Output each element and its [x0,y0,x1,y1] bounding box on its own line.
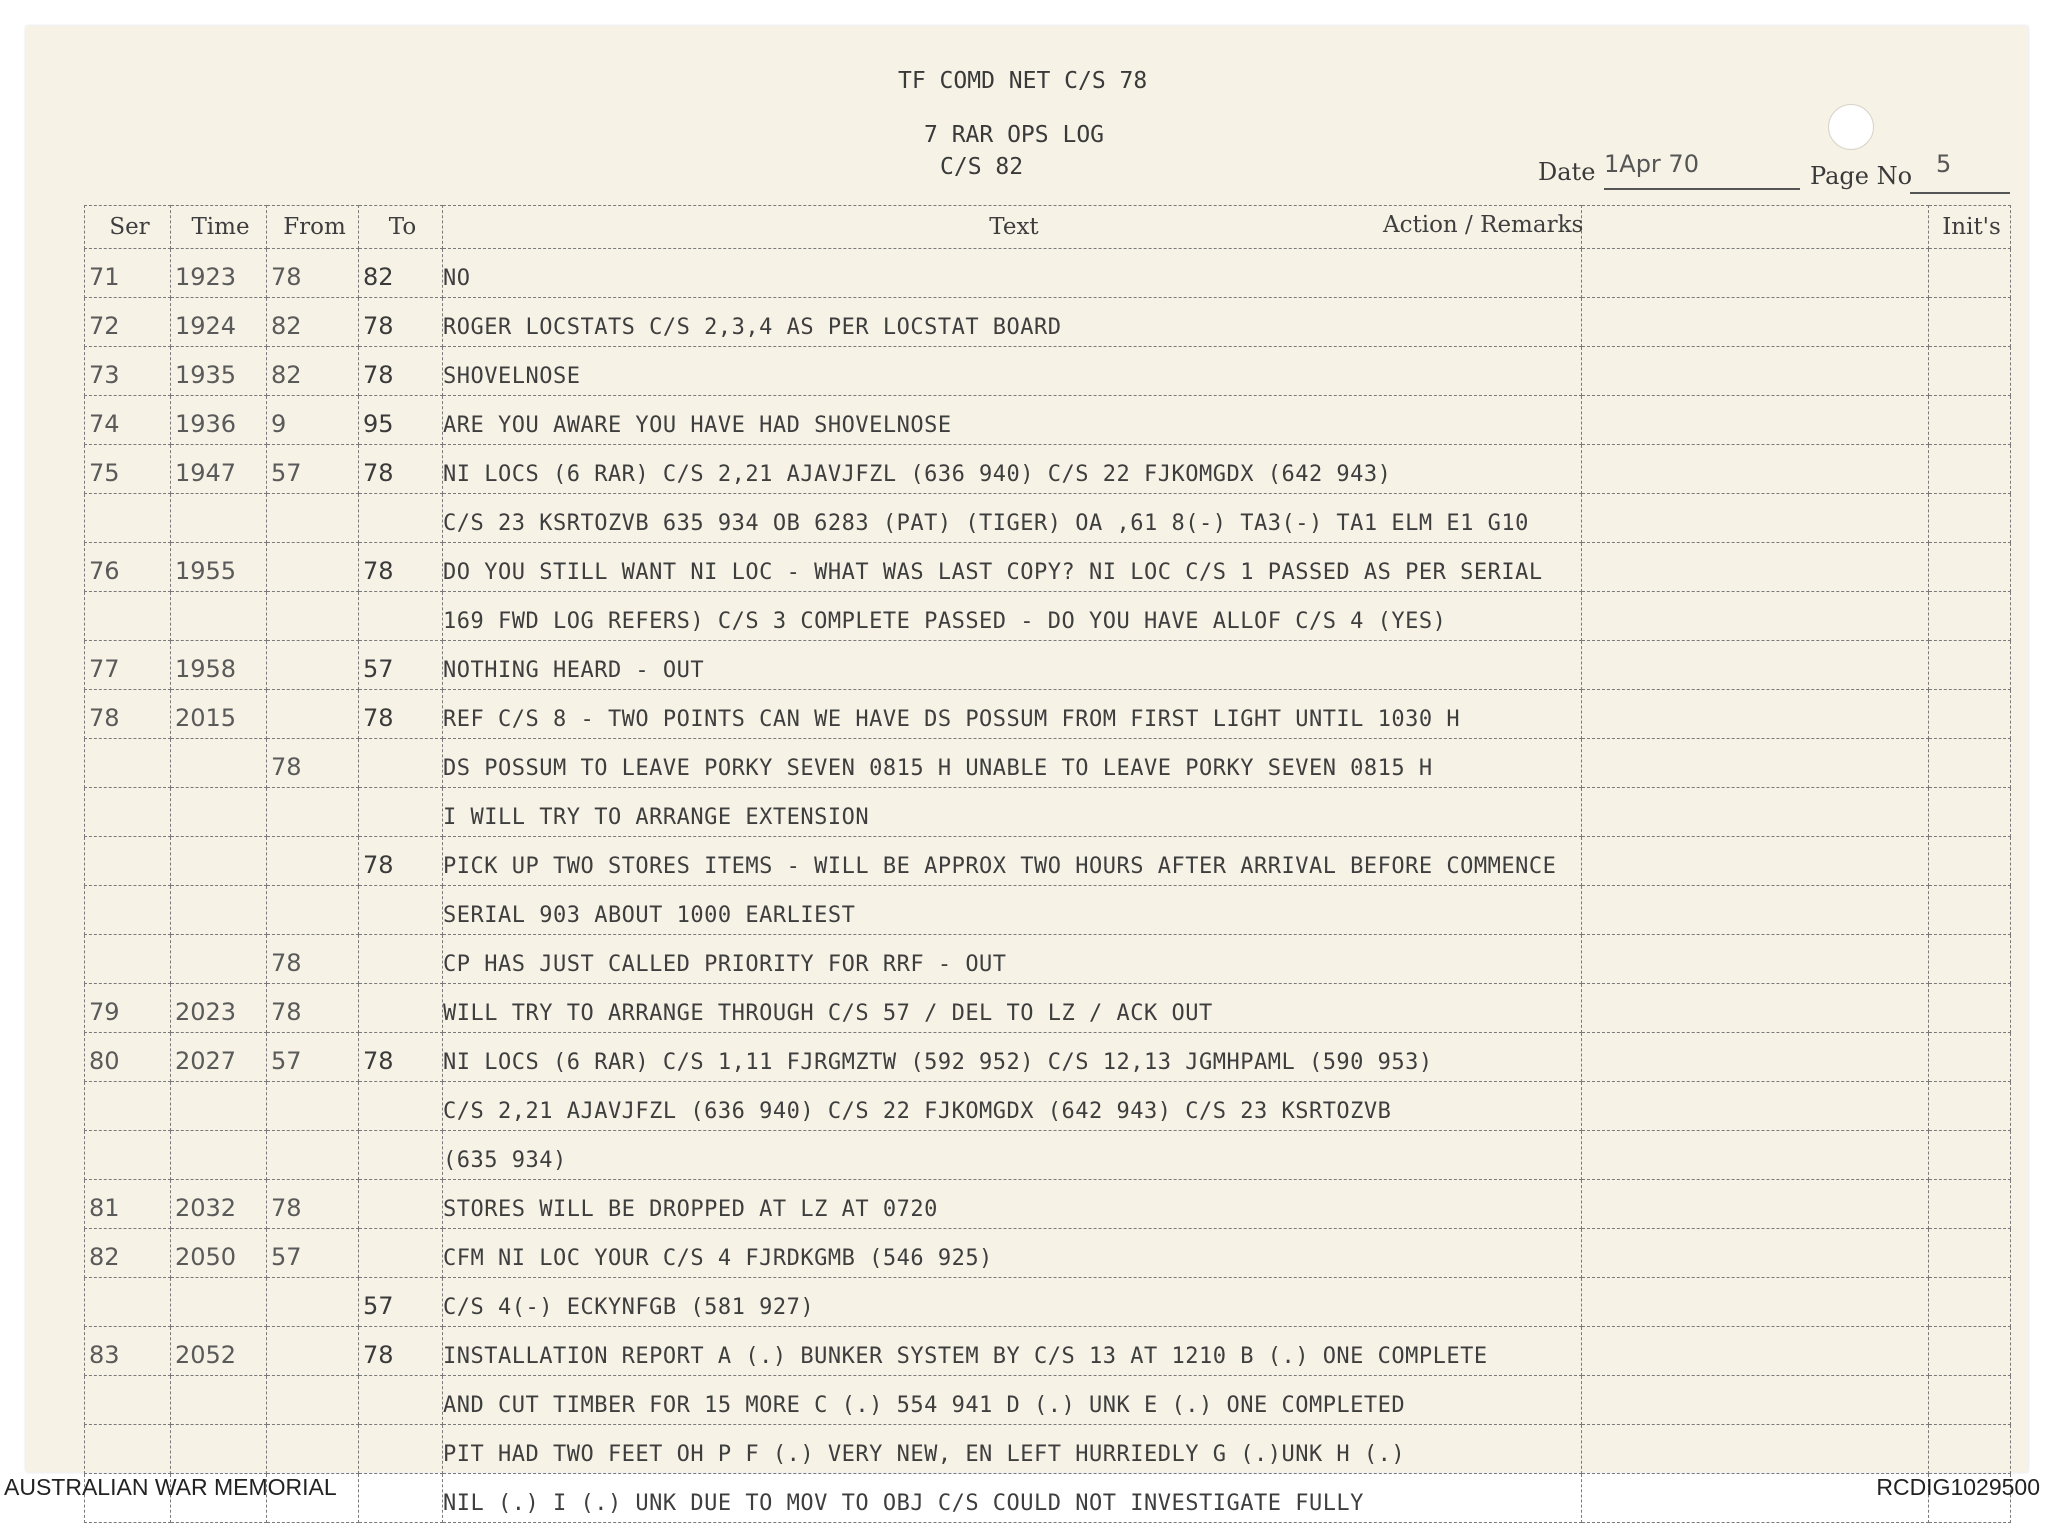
ser-cell: 80 [85,1033,171,1082]
from-cell [267,690,359,739]
text-cell: 169 FWD LOG REFERS) C/S 3 COMPLETE PASSED - DO YOU HAVE ALLOF C/S 4 (YES) [443,592,1582,641]
from-cell: 78 [267,935,359,984]
text-cell: PICK UP TWO STORES ITEMS - WILL BE APPROX TWO HOURS AFTER ARRIVAL BEFORE COMMENCE [443,837,1582,886]
ser-cell: 81 [85,1180,171,1229]
action-cell [1582,1033,1929,1082]
date-underline [1604,188,1800,190]
footer-source: AUSTRALIAN WAR MEMORIAL [4,1474,337,1500]
init-cell [1929,592,2011,641]
to-cell [359,1229,443,1278]
ser-cell [85,837,171,886]
init-cell [1929,494,2011,543]
text-cell: C/S 23 KSRTOZVB 635 934 OB 6283 (PAT) (TIGER) OA ,61 8(-) TA3(-) TA1 ELM E1 G10 [443,494,1582,543]
action-cell [1582,837,1929,886]
text-cell: INSTALLATION REPORT A (.) BUNKER SYSTEM BY C/S 13 AT 1210 B (.) ONE COMPLETE [443,1327,1582,1376]
ser-cell [85,739,171,788]
from-cell [267,1131,359,1180]
action-cell [1582,543,1929,592]
text-cell: C/S 4(-) ECKYNFGB (581 927) [443,1278,1582,1327]
action-cell [1582,494,1929,543]
table-row [85,1131,2011,1180]
time-cell: 2023 [171,984,267,1033]
ser-cell: 76 [85,543,171,592]
text-cell: WILL TRY TO ARRANGE THROUGH C/S 57 / DEL TO LZ / ACK OUT [443,984,1582,1033]
ser-cell [85,1082,171,1131]
from-cell: 57 [267,445,359,494]
text-cell: SHOVELNOSE [443,347,1582,396]
action-cell [1582,445,1929,494]
table-row [85,445,2011,494]
ser-cell: 72 [85,298,171,347]
init-cell [1929,249,2011,298]
col-ser-header: Ser [85,206,171,249]
text-cell: CFM NI LOC YOUR C/S 4 FJRDKGMB (546 925) [443,1229,1582,1278]
col-init-header: Init's [1929,206,2011,249]
text-cell: REF C/S 8 - TWO POINTS CAN WE HAVE DS POSSUM FROM FIRST LIGHT UNTIL 1030 H [443,690,1582,739]
ser-cell: 82 [85,1229,171,1278]
table-row [85,886,2011,935]
time-cell [171,592,267,641]
ser-cell [85,886,171,935]
time-cell [171,1376,267,1425]
to-cell [359,1131,443,1180]
ser-cell: 83 [85,1327,171,1376]
table-header-row [85,206,2011,249]
time-cell: 1924 [171,298,267,347]
action-cell [1582,1376,1929,1425]
action-cell [1582,1180,1929,1229]
time-cell [171,788,267,837]
text-cell: SERIAL 903 ABOUT 1000 EARLIEST [443,886,1582,935]
from-cell [267,837,359,886]
from-cell [267,641,359,690]
log-body [85,249,2011,1523]
text-cell: ROGER LOCSTATS C/S 2,3,4 AS PER LOCSTAT BOARD [443,298,1582,347]
col-from-header: From [267,206,359,249]
time-cell [171,1082,267,1131]
to-cell: 78 [359,837,443,886]
net-title: TF COMD NET C/S 78 [898,68,1148,94]
from-cell [267,1082,359,1131]
table-row [85,249,2011,298]
init-cell [1929,984,2011,1033]
col-text-header [443,206,1582,249]
ser-cell [85,1131,171,1180]
action-cell [1582,1229,1929,1278]
init-cell [1929,396,2011,445]
time-cell [171,935,267,984]
punch-hole [1828,104,1874,150]
callsign-title: C/S 82 [940,154,1024,180]
action-cell [1582,1278,1929,1327]
text-cell: DO YOU STILL WANT NI LOC - WHAT WAS LAST COPY? NI LOC C/S 1 PASSED AS PER SERIAL [443,543,1582,592]
action-cell [1582,739,1929,788]
col-action-header [1582,206,1929,249]
table-row [85,788,2011,837]
table-row [85,1425,2011,1474]
from-cell: 82 [267,347,359,396]
col-time-header: Time [171,206,267,249]
to-cell [359,984,443,1033]
to-cell: 78 [359,690,443,739]
time-cell: 1955 [171,543,267,592]
init-cell [1929,1180,2011,1229]
table-row [85,1376,2011,1425]
action-cell [1582,935,1929,984]
to-cell [359,788,443,837]
to-cell: 57 [359,1278,443,1327]
table-row [85,1474,2011,1523]
action-cell [1582,690,1929,739]
to-cell: 78 [359,347,443,396]
to-cell [359,1376,443,1425]
page-underline [1910,192,2010,194]
to-cell [359,494,443,543]
time-cell [171,494,267,543]
table-row [85,984,2011,1033]
from-cell: 78 [267,1180,359,1229]
ser-cell [85,1278,171,1327]
init-cell [1929,935,2011,984]
ser-cell: 73 [85,347,171,396]
footer-id: RCDIG1029500 [1876,1474,2040,1500]
table-row [85,1180,2011,1229]
text-cell: STORES WILL BE DROPPED AT LZ AT 0720 [443,1180,1582,1229]
time-cell: 1947 [171,445,267,494]
action-cell [1582,249,1929,298]
text-cell: I WILL TRY TO ARRANGE EXTENSION [443,788,1582,837]
init-cell [1929,788,2011,837]
col-text-header-label: Text [989,214,1039,240]
time-cell: 2015 [171,690,267,739]
time-cell [171,886,267,935]
time-cell [171,837,267,886]
ser-cell: 75 [85,445,171,494]
time-cell [171,1278,267,1327]
init-cell [1929,543,2011,592]
from-cell: 57 [267,1033,359,1082]
col-action-header-label: Action / Remarks [1383,212,1584,238]
to-cell [359,739,443,788]
from-cell [267,543,359,592]
to-cell: 78 [359,1033,443,1082]
table-row [85,837,2011,886]
to-cell: 95 [359,396,443,445]
from-cell [267,1327,359,1376]
time-cell: 1935 [171,347,267,396]
page-label: Page No [1810,162,1913,190]
from-cell: 78 [267,249,359,298]
time-cell: 1923 [171,249,267,298]
table-row [85,935,2011,984]
to-cell [359,1180,443,1229]
action-cell [1582,1082,1929,1131]
text-cell: NO [443,249,1582,298]
ser-cell: 78 [85,690,171,739]
ser-cell: 77 [85,641,171,690]
init-cell [1929,1131,2011,1180]
init-cell [1929,298,2011,347]
action-cell [1582,396,1929,445]
to-cell: 78 [359,543,443,592]
from-cell: 82 [267,298,359,347]
date-label: Date [1538,158,1596,186]
time-cell: 2052 [171,1327,267,1376]
text-cell: NI LOCS (6 RAR) C/S 1,11 FJRGMZTW (592 952) C/S 12,13 JGMHPAML (590 953) [443,1033,1582,1082]
ops-log-table [84,205,2011,1523]
time-cell [171,739,267,788]
from-cell: 57 [267,1229,359,1278]
init-cell [1929,1278,2011,1327]
from-cell [267,886,359,935]
init-cell [1929,347,2011,396]
init-cell [1929,1082,2011,1131]
ser-cell: 71 [85,249,171,298]
action-cell [1582,592,1929,641]
table-row [85,1082,2011,1131]
to-cell [359,1425,443,1474]
to-cell [359,1082,443,1131]
time-cell [171,1425,267,1474]
time-cell: 1958 [171,641,267,690]
action-cell [1582,641,1929,690]
init-cell [1929,886,2011,935]
ser-cell: 74 [85,396,171,445]
action-cell [1582,886,1929,935]
table-row [85,543,2011,592]
table-row [85,1327,2011,1376]
date-value: 1Apr 70 [1604,150,1699,178]
text-cell: PIT HAD TWO FEET OH P F (.) VERY NEW, EN LEFT HURRIEDLY G (.)UNK H (.) [443,1425,1582,1474]
from-cell [267,494,359,543]
from-cell: 78 [267,984,359,1033]
time-cell: 2050 [171,1229,267,1278]
ser-cell [85,1376,171,1425]
init-cell [1929,1327,2011,1376]
action-cell [1582,788,1929,837]
text-cell: CP HAS JUST CALLED PRIORITY FOR RRF - OUT [443,935,1582,984]
table-row [85,641,2011,690]
init-cell [1929,739,2011,788]
ser-cell [85,788,171,837]
time-cell: 2032 [171,1180,267,1229]
action-cell [1582,347,1929,396]
col-to-header: To [359,206,443,249]
action-cell [1582,298,1929,347]
from-cell [267,1425,359,1474]
init-cell [1929,641,2011,690]
from-cell [267,1376,359,1425]
init-cell [1929,445,2011,494]
text-cell: AND CUT TIMBER FOR 15 MORE C (.) 554 941 D (.) UNK E (.) ONE COMPLETED [443,1376,1582,1425]
to-cell: 78 [359,298,443,347]
action-cell [1582,1425,1929,1474]
page-value: 5 [1936,150,1952,178]
table-row [85,1033,2011,1082]
to-cell [359,886,443,935]
table-row [85,494,2011,543]
init-cell [1929,837,2011,886]
text-cell: C/S 2,21 AJAVJFZL (636 940) C/S 22 FJKOMGDX (642 943) C/S 23 KSRTOZVB [443,1082,1582,1131]
to-cell: 78 [359,445,443,494]
to-cell [359,935,443,984]
table-row [85,347,2011,396]
ser-cell [85,494,171,543]
to-cell [359,1474,443,1523]
from-cell [267,1278,359,1327]
init-cell [1929,1376,2011,1425]
log-title: 7 RAR OPS LOG [924,122,1105,148]
table-row [85,298,2011,347]
text-cell: NI LOCS (6 RAR) C/S 2,21 AJAVJFZL (636 940) C/S 22 FJKOMGDX (642 943) [443,445,1582,494]
from-cell [267,592,359,641]
action-cell [1582,1327,1929,1376]
table-row [85,690,2011,739]
text-cell: DS POSSUM TO LEAVE PORKY SEVEN 0815 H UNABLE TO LEAVE PORKY SEVEN 0815 H [443,739,1582,788]
init-cell [1929,1229,2011,1278]
from-cell: 9 [267,396,359,445]
table-row [85,396,2011,445]
ser-cell: 79 [85,984,171,1033]
time-cell: 1936 [171,396,267,445]
action-cell [1582,984,1929,1033]
table-row [85,739,2011,788]
time-cell: 2027 [171,1033,267,1082]
table-row [85,592,2011,641]
text-cell: NIL (.) I (.) UNK DUE TO MOV TO OBJ C/S COULD NOT INVESTIGATE FULLY [443,1474,1582,1523]
from-cell: 78 [267,739,359,788]
text-cell: ARE YOU AWARE YOU HAVE HAD SHOVELNOSE [443,396,1582,445]
from-cell [267,788,359,837]
init-cell [1929,1033,2011,1082]
init-cell [1929,690,2011,739]
table-row [85,1229,2011,1278]
to-cell [359,592,443,641]
ser-cell [85,592,171,641]
table-row [85,1278,2011,1327]
to-cell: 82 [359,249,443,298]
ser-cell [85,935,171,984]
to-cell: 57 [359,641,443,690]
time-cell [171,1131,267,1180]
ser-cell [85,1425,171,1474]
init-cell [1929,1425,2011,1474]
text-cell: NOTHING HEARD - OUT [443,641,1582,690]
action-cell [1582,1131,1929,1180]
text-cell: (635 934) [443,1131,1582,1180]
to-cell: 78 [359,1327,443,1376]
